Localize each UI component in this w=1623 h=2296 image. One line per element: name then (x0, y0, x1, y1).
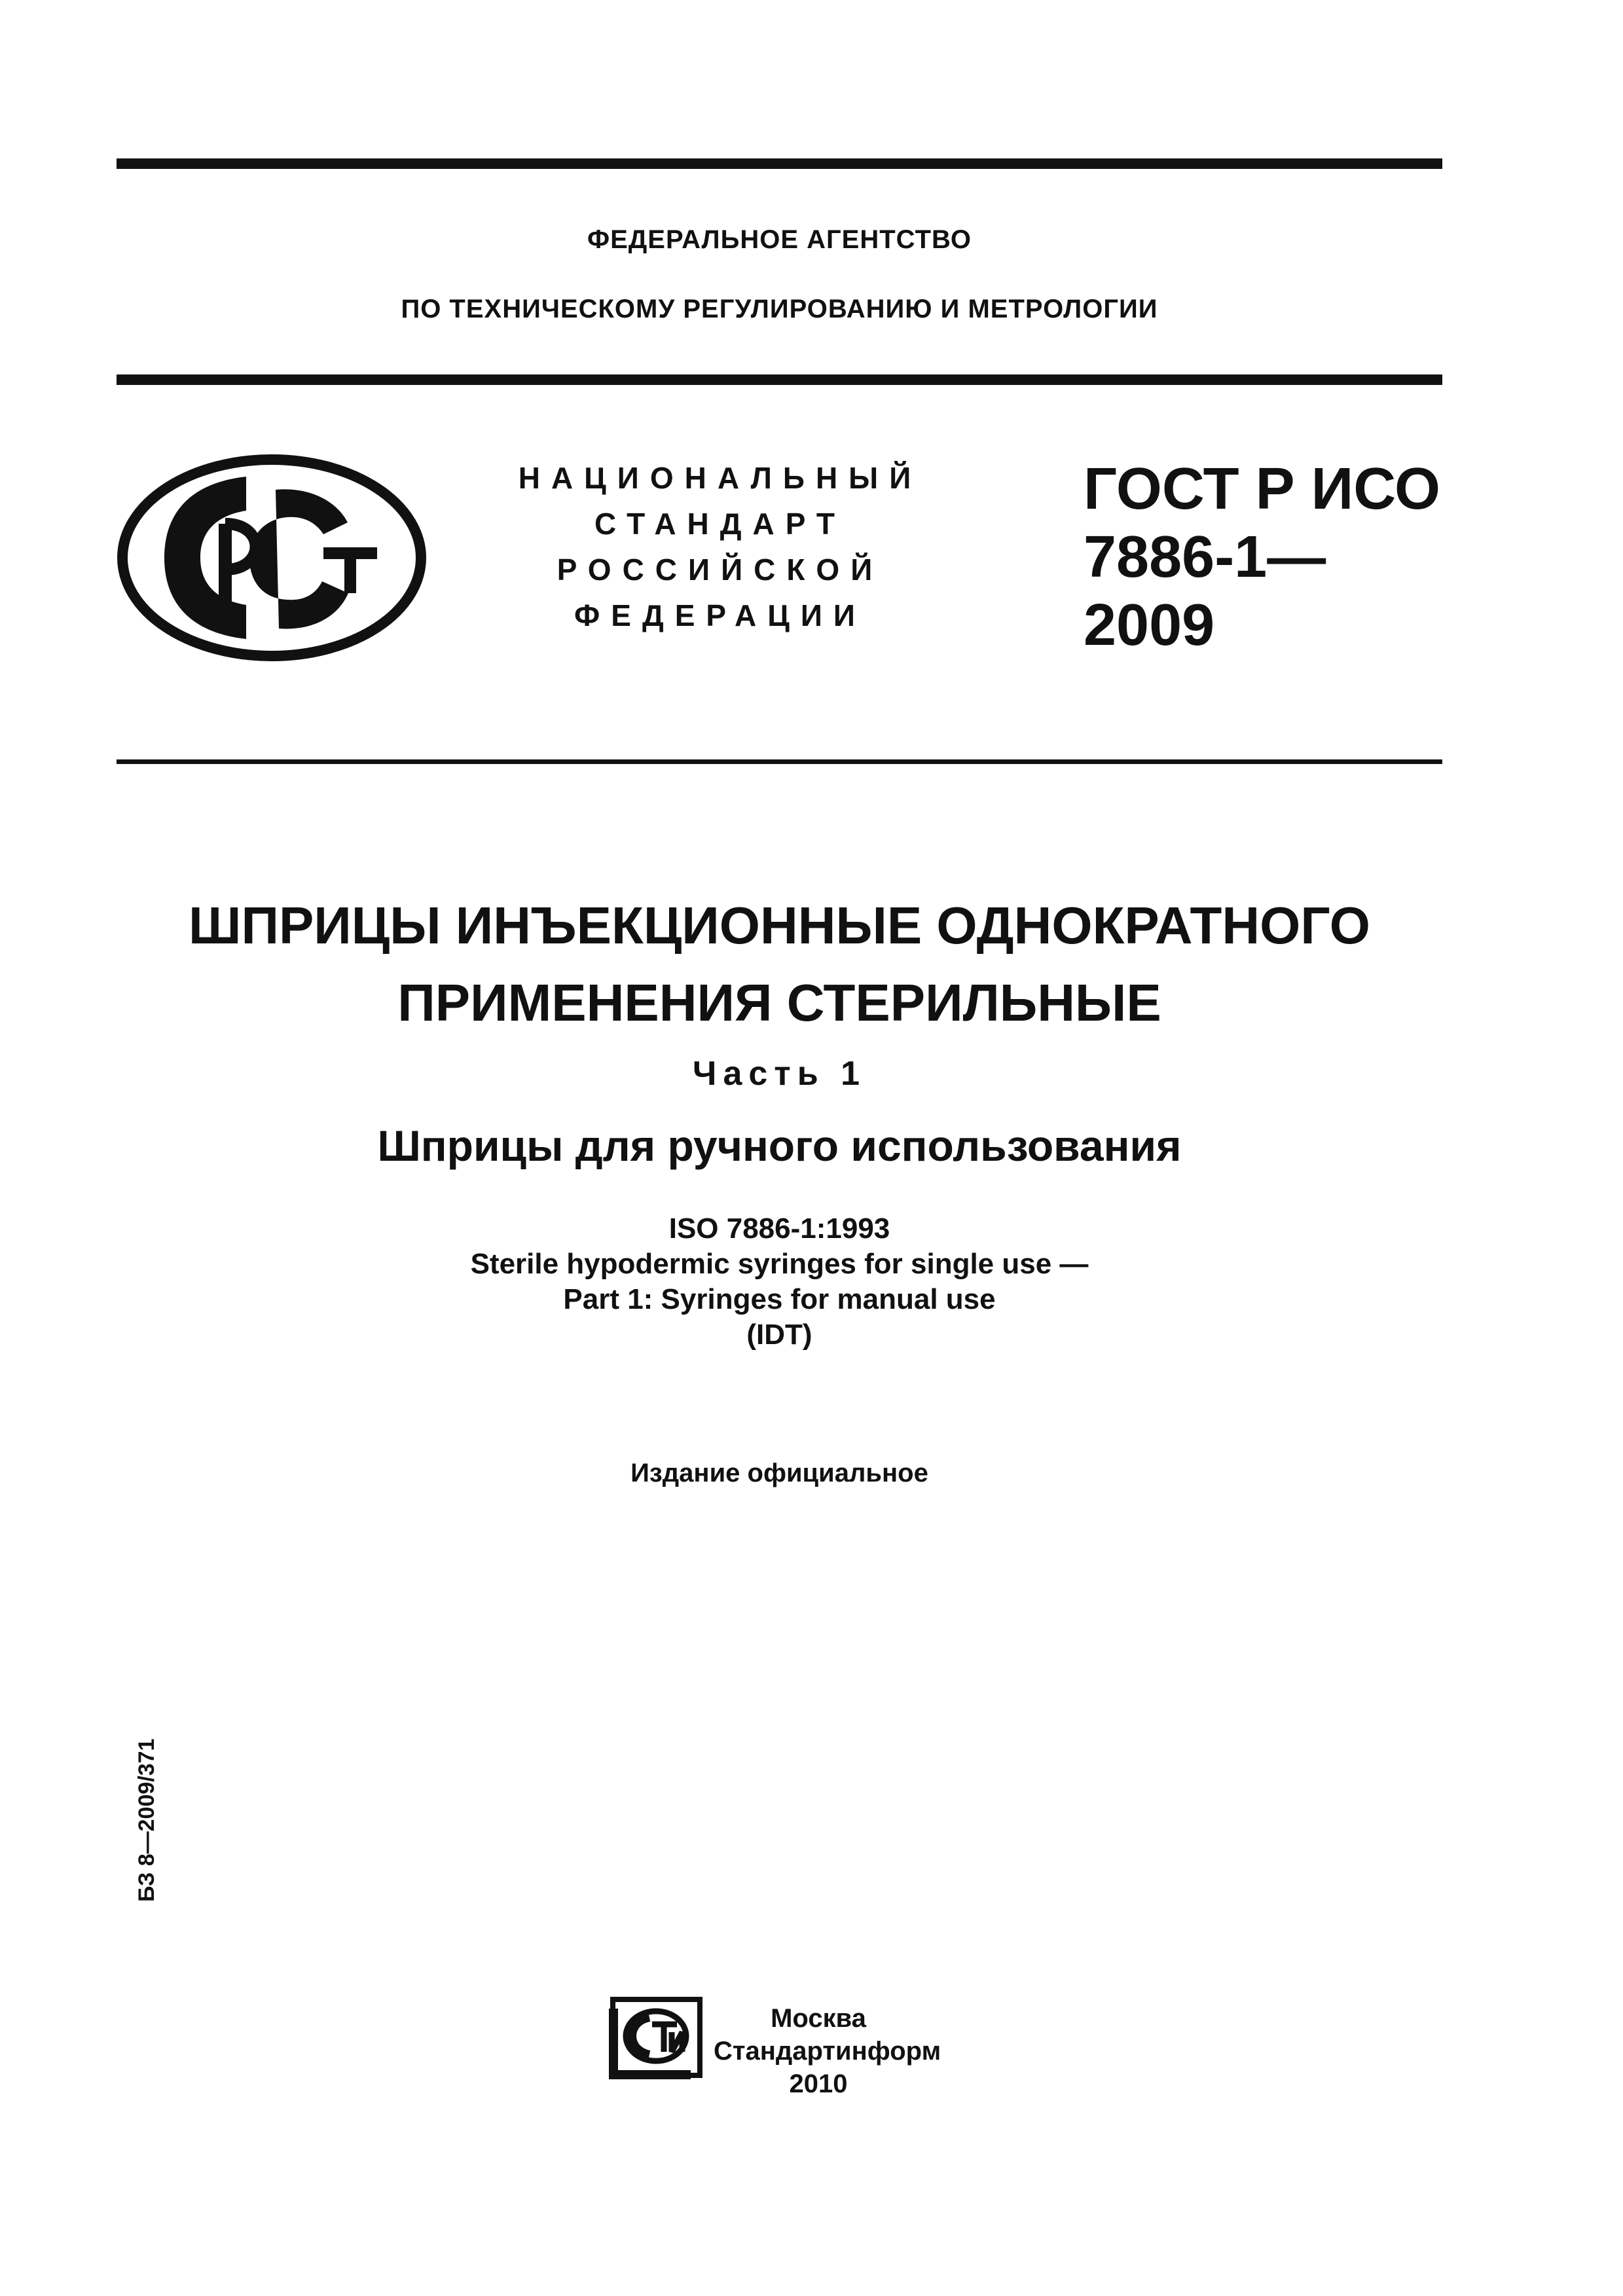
document-title-line-2: ПРИМЕНЕНИЯ СТЕРИЛЬНЫЕ (397, 974, 1161, 1032)
national-standard-label (484, 455, 956, 638)
national-standard-line-2: СТАНДАРТ (594, 507, 846, 541)
header-bottom-rule (117, 374, 1442, 385)
gost-number-line-2: 7886-1— (1084, 524, 1326, 590)
agency-name-line-1: ФЕДЕРАЛЬНОЕ АГЕНТСТВО (587, 225, 972, 254)
iso-reference-line-2: Sterile hypodermic syringes for single use — (470, 1248, 1089, 1280)
national-standard-line-1: НАЦИОНАЛЬНЫЙ (518, 461, 922, 495)
iso-reference (117, 1211, 1442, 1353)
publisher-name: Стандартинформ (714, 2037, 941, 2066)
edition-label: Издание официальное (630, 1459, 928, 1487)
top-rule (117, 158, 1442, 169)
side-registration-code: БЗ 8—2009/371 (134, 1738, 159, 1902)
emblem-bottom-rule (117, 759, 1442, 764)
iso-reference-line-1: ISO 7886-1:1993 (668, 1212, 890, 1245)
document-title (117, 887, 1442, 1042)
agency-name-line-2: ПО ТЕХНИЧЕСКОМУ РЕГУЛИРОВАНИЮ И МЕТРОЛОГИИ (401, 295, 1158, 323)
publisher-city: Москва (771, 2004, 866, 2033)
national-standard-line-4: ФЕДЕРАЦИИ (574, 598, 866, 632)
document-title-line-1: ШПРИЦЫ ИНЪЕКЦИОННЫЕ ОДНОКРАТНОГО (189, 896, 1370, 955)
standartinform-logo-icon (609, 1995, 704, 2079)
gost-number-line-3: 2009 (1084, 592, 1215, 658)
document-subtitle: Шприцы для ручного использования (377, 1121, 1182, 1170)
iso-reference-line-3: Part 1: Syringes for manual use (563, 1283, 996, 1315)
national-standard-line-3: РОССИЙСКОЙ (556, 553, 884, 587)
rst-certification-mark-icon (115, 450, 428, 665)
gost-number-line-1: ГОСТ Р ИСО (1084, 456, 1441, 522)
publisher-block (714, 2002, 941, 2100)
gost-number (1084, 455, 1440, 659)
part-label: Часть 1 (692, 1055, 867, 1093)
iso-reference-line-4: (IDT) (746, 1319, 812, 1351)
publisher-year: 2010 (789, 2069, 848, 2098)
